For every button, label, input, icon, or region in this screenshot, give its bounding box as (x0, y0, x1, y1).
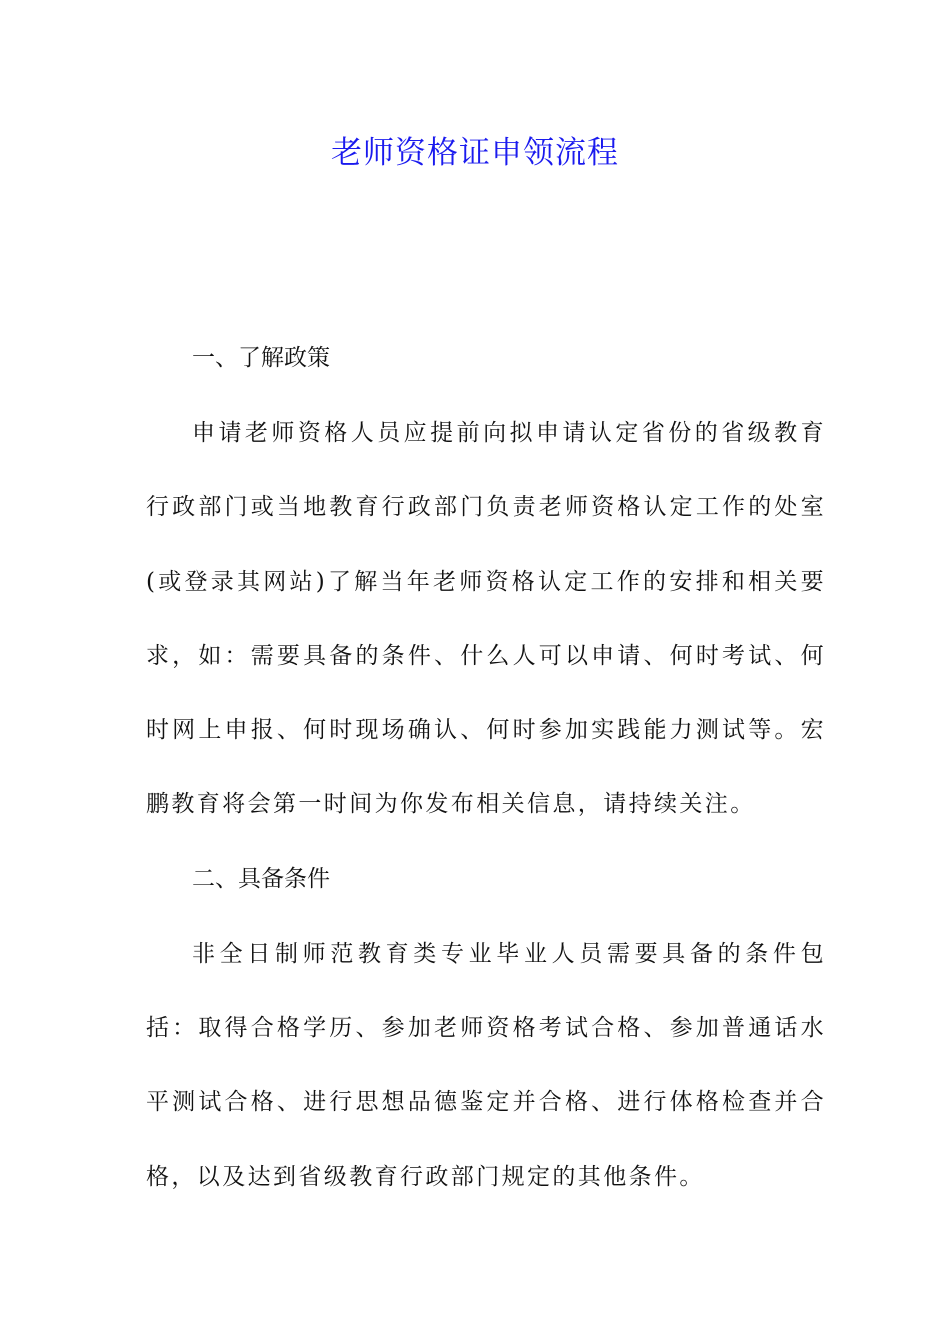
section-conditions (146, 855, 826, 1214)
section-paragraph: 申请老师资格人员应提前向拟申请认定省份的省级教育行政部门或当地教育行政部门负责老师资格认定工作的处室(或登录其网站)了解当年老师资格认定工作的安排和相关要求，如：需要具备的条件、什么人可以申请、何时考试、何时网上申报、何时现场确认、何时参加实践能力测试等。宏鹏教育将会第一时间为你发布相关信息，请持续关注。 (146, 420, 826, 818)
document-title: 老师资格证申领流程 (331, 135, 619, 171)
document-body (146, 334, 826, 1227)
section-policy (146, 334, 826, 842)
section-heading: 一、了解政策 (192, 345, 330, 371)
section-paragraph: 非全日制师范教育类专业毕业人员需要具备的条件包括：取得合格学历、参加老师资格考试合格、参加普通话水平测试合格、进行思想品德鉴定并合格、进行体格检查并合格，以及达到省级教育行政部门规定的其他条件。 (146, 940, 826, 1190)
section-heading: 二、具备条件 (192, 865, 330, 892)
